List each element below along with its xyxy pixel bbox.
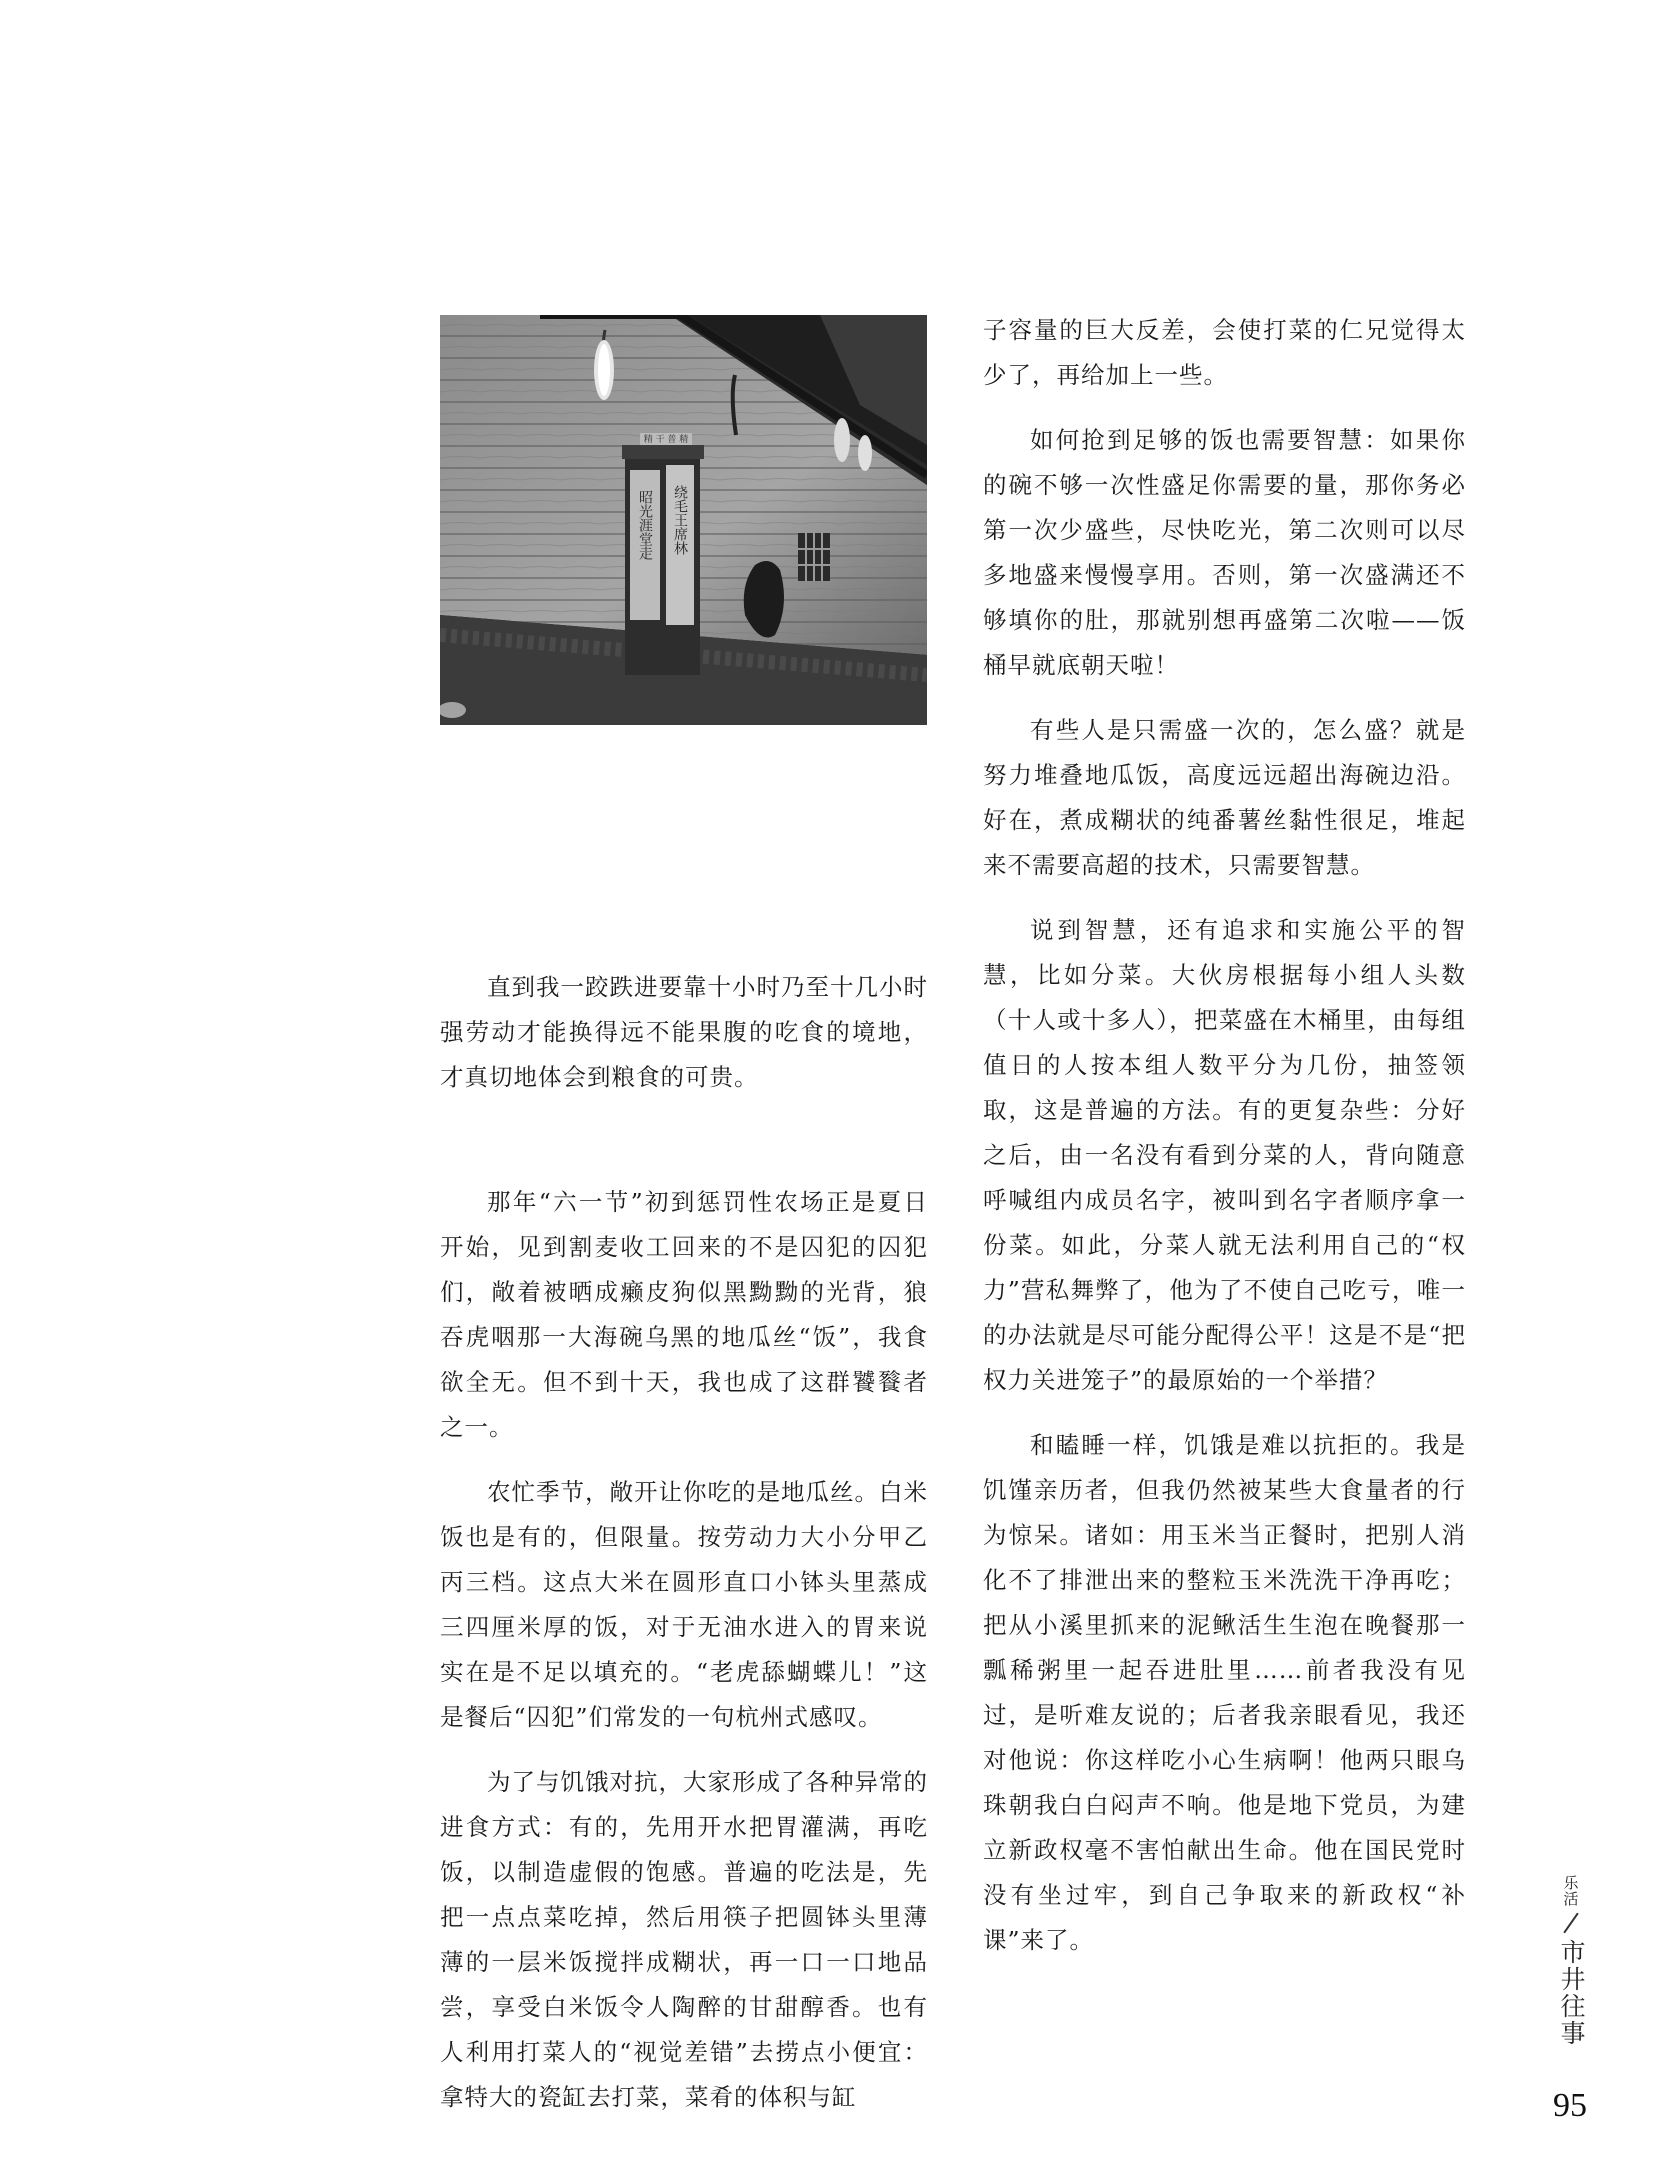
column-title: 市井往事: [1557, 1939, 1586, 2047]
svg-text:昭光涯堂走: 昭光涯堂走: [637, 490, 653, 560]
left-column: [440, 965, 928, 2120]
paragraph: 如何抢到足够的饭也需要智慧：如果你的碗不够一次性盛足你需要的量，那你务必第一次少盛些，尽快吃光，第二次则可以尽多地盛来慢慢享用。否则，第一次盛满还不够填你的肚，那就别想再盛第二次啦——饭桶早就底朝天啦！: [983, 426, 1466, 679]
article-photo: [440, 315, 927, 725]
section-label: [1553, 1875, 1589, 2047]
paragraph: 子容量的巨大反差，会使打菜的仁兄觉得太少了，再给加上一些。: [983, 316, 1466, 389]
paragraph: 有些人是只需盛一次的，怎么盛？就是努力堆叠地瓜饭，高度远远超出海碗边沿。好在，煮成糊状的纯番薯丝黏性很足，堆起来不需要高超的技术，只需要智慧。: [983, 716, 1466, 879]
page-number: 95: [1553, 2087, 1587, 2124]
paragraph: 和瞌睡一样，饥饿是难以抗拒的。我是饥馑亲历者，但我仍然被某些大食量者的行为惊呆。诸如：用玉米当正餐时，把别人消化不了排泄出来的整粒玉米洗洗干净再吃；把从小溪里抓来的泥鳅活生生泡在晚餐那一瓢稀粥里一起吞进肚里……前者我没有见过，是听难友说的；后者我亲眼看见，我还对他说：你这样吃小心生病啊！他两只眼乌珠朝我白白闷声不响。他是地下党员，为建立新政权毫不害怕献出生命。他在国民党时没有坐过牢，到自己争取来的新政权“补课”来了。: [983, 1431, 1466, 1954]
paragraph: 农忙季节，敞开让你吃的是地瓜丝。白米饭也是有的，但限量。按劳动力大小分甲乙丙三档。这点大米在圆形直口小钵头里蒸成三四厘米厚的饭，对于无油水进入的胃来说实在是不足以填充的。“老虎舔蝴蝶儿！”这是餐后“囚犯”们常发的一句杭州式感叹。: [440, 1478, 928, 1731]
svg-text:精 干 普 精: 精 干 普 精: [643, 435, 689, 445]
window: [798, 533, 830, 581]
svg-text:绕毛王席林: 绕毛王席林: [672, 485, 688, 555]
magazine-name: 乐活: [1561, 1875, 1580, 1907]
divider: [1563, 1913, 1578, 1934]
paragraph: 为了与饥饿对抗，大家形成了各种异常的进食方式：有的，先用开水把胃灌满，再吃饭，以制造虚假的饱感。普遍的吃法是，先把一点点菜吃掉，然后用筷子把圆钵头里薄薄的一层米饭搅拌成糊状，再一口一口地品尝，享受白米饭令人陶醉的甘甜醇香。也有人利用打菜人的“视觉差错”去捞点小便宜：拿特大的瓷缸去打菜，菜肴的体积与缸: [440, 1768, 928, 2111]
right-column: [983, 308, 1466, 1963]
paragraph: 说到智慧，还有追求和实施公平的智慧，比如分菜。大伙房根据每小组人头数（十人或十多人），把菜盛在木桶里，由每组值日的人按本组人数平分为几份，抽签领取，这是普遍的方法。有的更复杂些：分好之后，由一名没有看到分菜的人，背向随意呼喊组内成员名字，被叫到名字者顺序拿一份菜。如此，分菜人就无法利用自己的“权力”营私舞弊了，他为了不使自己吃亏，唯一的办法就是尽可能分配得公平！这是不是“把权力关进笼子”的最原始的一个举措？: [983, 916, 1466, 1394]
paragraph: 直到我一跤跌进要靠十小时乃至十几小时强劳动才能换得远不能果腹的吃食的境地，才真切地体会到粮食的可贵。: [440, 973, 928, 1091]
paragraph: 那年“六一节”初到惩罚性农场正是夏日开始，见到割麦收工回来的不是囚犯的囚犯们，敞着被晒成癞皮狗似黑黝黝的光背，狼吞虎咽那一大海碗乌黑的地瓜丝“饭”，我食欲全无。但不到十天，我也成了这群饕餮者之一。: [440, 1188, 928, 1441]
doorway: [622, 433, 704, 675]
